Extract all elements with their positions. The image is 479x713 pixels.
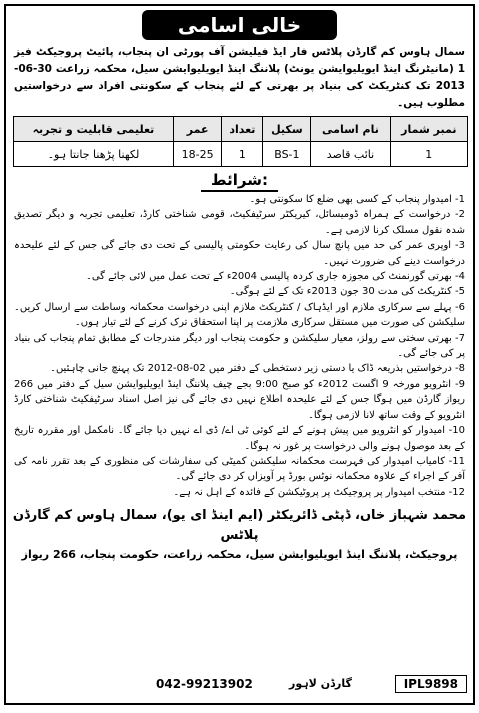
signature-block — [12, 506, 467, 564]
col-serial: نمبر شمار — [390, 117, 467, 142]
title-container — [6, 10, 473, 44]
condition-item: 10- امیدوار کو انٹرویو میں پیش ہونے کے لئے کوئی ٹی اے/ ڈی اے نہیں دیا جائے گا۔ نامکمل اور مقررہ تاریخ کے بعد موصول ہونے والی درخواست پر غور نہ ہوگا۔ — [14, 425, 465, 452]
conditions-title-container — [6, 170, 473, 192]
condition-item: 12- منتخب امیدوار پر پروجیکٹ پر پروٹیکشن کے فائدہ کے اہل نہ ہے۔ — [173, 486, 465, 498]
col-count: تعداد — [222, 117, 263, 142]
cell-serial: 1 — [390, 142, 467, 167]
condition-item: 9- انٹرویو مورخہ 9 اگست 2012ء کو صبح 9:00 بجے چیف پلاننگ اینڈ ایویلیوایشن سیل کے دفتر میں 266 ریواز گارڈن میں ہوگا جس کے لئے علیحدہ اطلاع نہیں دی جائے گی نیز اصل اسناد سرٹیفکیٹ شناختی کارڈ انٹرویو کے وقت ساتھ لانا لازمی ہوگا۔ — [14, 378, 466, 421]
condition-item: 11- کامیاب امیدوار کی فہرست محکمانہ سلیکشن کمیٹی کی سفارشات کی منظوری کے بعد تقرر نامہ کی آفر کے اجراء کے علاوہ محکمانہ نوٹس بورڈ پر آویزاں کر دی جائے گی۔ — [14, 455, 465, 483]
col-scale: سکیل — [263, 117, 311, 142]
condition-item: 2- درخواست کے ہمراہ ڈومیسائل، کیریکٹر سرٹیفکیٹ، قومی شناختی کارڈ، تعلیمی تجربہ و دیگر تصدیق شدہ نقول مسلک کرنا لازمی ہے۔ — [14, 209, 465, 236]
cell-post-name: نائب قاصد — [311, 142, 390, 167]
ad-title: خالی اسامی — [142, 10, 337, 40]
cell-scale: BS-1 — [263, 142, 311, 167]
signatory-line: محمد شہباز خاں، ڈپٹی ڈائریکٹر (ایم اینڈ ای یو)، سمال ہاوس کم گارڈن پلاٹس — [12, 508, 467, 544]
condition-item: 7- بھرتی سختی سے رولز، معیار سلیکشن و حکومت پنجاب اور دیگر مندرجات کے مطابق تمام پنجاب کی بنیاد پر کی جائے گی۔ — [14, 332, 465, 360]
condition-item: 1- امیدوار پنجاب کے کسی بھی ضلع کا سکونتی ہو۔ — [249, 194, 465, 205]
condition-item: 5- کنٹریکٹ کی مدت 30 جون 2013ء تک کے لئے ہوگی۔ — [229, 286, 465, 298]
col-post-name: نام اسامی — [311, 117, 390, 142]
table-header-row — [14, 117, 468, 142]
conditions-list — [14, 192, 465, 500]
conditions-title: شرائط: — [201, 170, 278, 192]
city-line: گارڈن لاہور — [289, 677, 352, 690]
cell-qualification: لکھنا پڑھنا جانتا ہو۔ — [14, 142, 174, 167]
cell-count: 1 — [222, 142, 263, 167]
table-row — [14, 142, 468, 167]
ipl-code-badge: IPL9898 — [395, 675, 467, 693]
condition-item: 8- درخواستیں بذریعہ ڈاک یا دستی زیر دستخطی کے دفتر میں 02-08-2012 تک پہنچ جانی چاہئیں۔ — [50, 363, 465, 375]
advertisement — [4, 4, 475, 705]
condition-item: 6- پہلے سے سرکاری ملازم اور ایڈہاک / کنٹریکٹ ملازم اپنی درخواست محکمانہ وساطت سے ارسال کریں۔ سلیکشن کی صورت میں مستقل سرکاری ملازمت پر اپنا استحقاق ترک کرنے کے لئے تیار ہوں۔ — [14, 301, 465, 329]
address-line: پروجیکٹ، پلاننگ اینڈ ایویلیوایشن سیل، محکمہ زراعت، حکومت پنجاب، 266 ریواز — [21, 548, 458, 562]
condition-item: 4- بھرتی گورنمنٹ کی مجوزہ جاری کردہ پالیسی 2004ء کے تحت عمل میں لائی جائے گی۔ — [85, 271, 465, 283]
posts-table — [13, 116, 468, 167]
footer — [6, 675, 473, 697]
cell-age: 18-25 — [173, 142, 221, 167]
col-qualification: تعلیمی قابلیت و تجربہ — [14, 117, 174, 142]
col-age: عمر — [173, 117, 221, 142]
phone-number: 042-99213902 — [156, 677, 253, 691]
intro-paragraph: سمال ہاوس کم گارڈن پلاٹس فار ایڈ فیلیشن آف پورٹی ان پنجاب، پائیٹ پروجیکٹ فیز 1 (مانیٹرنگ اینڈ ایویلیوایشن یونٹ) پلاننگ اینڈ ایویلیوایشن سیل، محکمہ زراعت 30-06-2013 تک کنٹریکٹ کی بنیاد پر بھرتی کے لئے پنجاب کے سکونتی افراد سے درخواستیں مطلوب ہیں۔ — [14, 46, 465, 109]
condition-item: 3- اوپری عمر کی حد میں پانچ سال کی رعایت حکومتی پالیسی کے تحت دی جائے گی جس کے لئے علیحدہ درخواست دینے کی ضرورت نہیں۔ — [14, 240, 465, 267]
